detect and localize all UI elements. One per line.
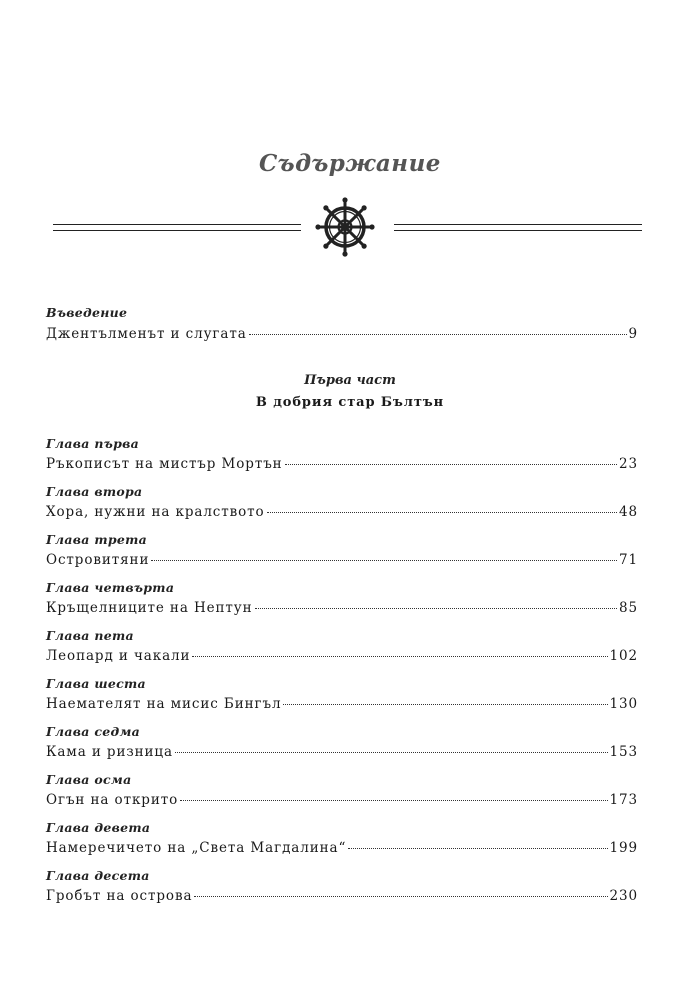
toc-entry-page: 173 (609, 792, 638, 808)
right-double-rule (394, 224, 642, 231)
toc-entry-chapter-9[interactable] (46, 840, 638, 856)
dot-leader (194, 896, 607, 897)
dot-leader (267, 512, 617, 513)
toc-entry-chapter-4[interactable] (46, 600, 638, 616)
title-ornament (53, 200, 642, 260)
toc-entry-title: Гробът на острова (46, 888, 193, 904)
toc-entry-title: Огън на открито (46, 792, 179, 808)
toc-entry-page: 71 (619, 552, 638, 568)
chapter-label: Глава седма (46, 724, 141, 739)
chapter-label: Глава пета (46, 628, 134, 643)
toc-entry-title: Джентълменът и слугата (46, 326, 247, 342)
toc-entry-page: 230 (609, 888, 638, 904)
part-one-title: Първа част (304, 373, 396, 388)
dot-leader (175, 752, 608, 753)
toc-entry-chapter-3[interactable] (46, 552, 638, 568)
dot-leader (255, 608, 617, 609)
left-double-rule (53, 224, 301, 231)
dot-leader (249, 334, 627, 335)
toc-entry-page: 130 (609, 696, 638, 712)
chapter-label: Глава трета (46, 532, 148, 547)
intro-label: Въведение (46, 305, 128, 320)
toc-entry-title: Наемателят на мисис Бингъл (46, 696, 282, 712)
toc-entry-chapter-8[interactable] (46, 792, 638, 808)
toc-entry-intro[interactable] (46, 326, 638, 342)
toc-entry-chapter-10[interactable] (46, 888, 638, 904)
chapter-label: Глава десета (46, 868, 150, 883)
toc-entry-page: 153 (609, 744, 638, 760)
ship-wheel-icon (315, 197, 375, 257)
toc-entry-title: Хора, нужни на кралството (46, 504, 265, 520)
toc-entry-title: Кама и ризница (46, 744, 173, 760)
part-one-subtitle: В добрия стар Бълтън (255, 395, 445, 410)
toc-entry-title: Кръщелниците на Нептун (46, 600, 253, 616)
dot-leader (192, 656, 607, 657)
toc-entry-title: Намеречичето на „Света Магдалина“ (46, 840, 347, 856)
dot-leader (151, 560, 617, 561)
chapter-label: Глава девета (46, 820, 151, 835)
toc-entry-page: 199 (609, 840, 638, 856)
page-title: Съдържание (259, 150, 441, 177)
dot-leader (348, 848, 607, 849)
toc-entry-page: 85 (619, 600, 638, 616)
chapter-label: Глава шеста (46, 676, 146, 691)
toc-entry-page: 9 (628, 326, 638, 342)
toc-entry-page: 23 (619, 456, 638, 472)
chapter-label: Глава първа (46, 436, 140, 451)
dot-leader (180, 800, 607, 801)
toc-entry-chapter-1[interactable] (46, 456, 638, 472)
toc-entry-chapter-7[interactable] (46, 744, 638, 760)
toc-entry-page: 48 (619, 504, 638, 520)
toc-entry-chapter-6[interactable] (46, 696, 638, 712)
toc-entry-page: 102 (609, 648, 638, 664)
toc-entry-chapter-5[interactable] (46, 648, 638, 664)
toc-entry-title: Леопард и чакали (46, 648, 191, 664)
toc-entry-title: Ръкописът на мистър Мортън (46, 456, 283, 472)
chapter-label: Глава осма (46, 772, 132, 787)
dot-leader (285, 464, 617, 465)
toc-entry-title: Островитяни (46, 552, 150, 568)
dot-leader (283, 704, 607, 705)
toc-entry-chapter-2[interactable] (46, 504, 638, 520)
chapter-label: Глава четвърта (46, 580, 175, 595)
chapter-label: Глава втора (46, 484, 143, 499)
